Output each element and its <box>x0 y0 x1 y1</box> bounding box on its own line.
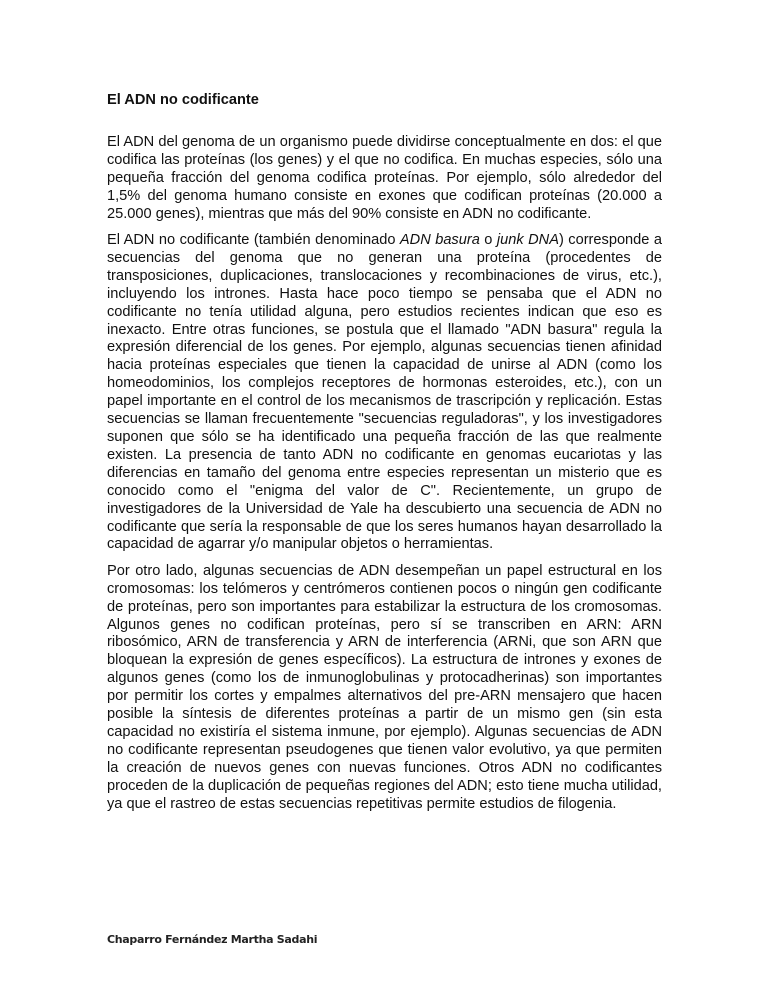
paragraph-2-lead: El ADN no codificante (también denominado <box>107 232 400 249</box>
document-title: El ADN no codificante <box>107 92 259 108</box>
term-junk-dna: junk DNA <box>496 232 559 249</box>
term-adn-basura: ADN basura <box>399 232 480 249</box>
document-body <box>107 134 662 822</box>
footer-author: Chaparro Fernández Martha Sadahi <box>107 933 318 946</box>
paragraph-2 <box>107 232 662 554</box>
paragraph-2-rest: ) corresponde a secuencias del genoma que no generan una proteína (procedentes de transposiciones, duplicaciones, translocaciones y recombinaciones de virus, etc.), incluyendo los intrones. Hasta hace poco tiempo se pensaba que el ADN no codificante no tenía utilidad alguna, pero estudios recientes indican que eso es inexacto. Entre otras funciones, se postula que el llamado "ADN basura" regula la expresión diferencial de los genes. Por ejemplo, algunas secuencias tienen afinidad hacia proteínas especiales que tienen la capacidad de unirse al ADN (como los homeodominios, los complejos receptores de hormonas esteroides, etc.), con un papel importante en el control de los mecanismos de trascripción y replicación. Estas secuencias se llaman frecuentemente "secuencias reguladoras", y los investigadores suponen que sólo se ha identificado una pequeña fracción de las que realmente existen. La presencia de tanto ADN no codificante en genomas eucariotas y las diferencias en tamaño del genoma entre especies representan un misterio que es conocido como el "enigma del valor de C". Recientemente, un grupo de investigadores de la Universidad de Yale ha descubierto una secuencia de ADN no codificante que sería la responsable de que los seres humanos hayan desarrollado la capacidad de agarrar y/o manipular objetos o herramientas. <box>107 232 662 553</box>
paragraph-1: El ADN del genoma de un organismo puede dividirse conceptualmente en dos: el que codifica las proteínas (los genes) y el que no codifica. En muchas especies, sólo una pequeña fracción del genoma codifica proteínas. Por ejemplo, sólo alrededor del 1,5% del genoma humano consiste en exones que codifican proteínas (20.000 a 25.000 genes), mientras que más del 90% consiste en ADN no codificante. <box>107 134 662 222</box>
paragraph-3: Por otro lado, algunas secuencias de ADN desempeñan un papel estructural en los cromosomas: los telómeros y centrómeros contienen pocos o ningún gen codificante de proteínas, pero son importantes para estabilizar la estructura de los cromosomas. Algunos genes no codifican proteínas, pero sí se transcriben en ARN: ARN ribosómico, ARN de transferencia y ARN de interferencia (ARNi, que son ARN que bloquean la expresión de genes específicos). La estructura de intrones y exones de algunos genes (como los de inmunoglobulinas y protocadherinas) son importantes por permitir los cortes y empalmes alternativos del pre-ARN mensajero que hacen posible la síntesis de diferentes proteínas a partir de un mismo gen (sin esta capacidad no existiría el sistema inmune, por ejemplo). Algunas secuencias de ADN no codificante representan pseudogenes que tienen valor evolutivo, ya que permiten la creación de nuevos genes con nuevas funciones. Otros ADN no codificantes proceden de la duplicación de pequeñas regiones del ADN; esto tiene mucha utilidad, ya que el rastreo de estas secuencias repetitivas permite estudios de filogenia. <box>107 562 662 812</box>
paragraph-2-or: o <box>479 232 497 249</box>
